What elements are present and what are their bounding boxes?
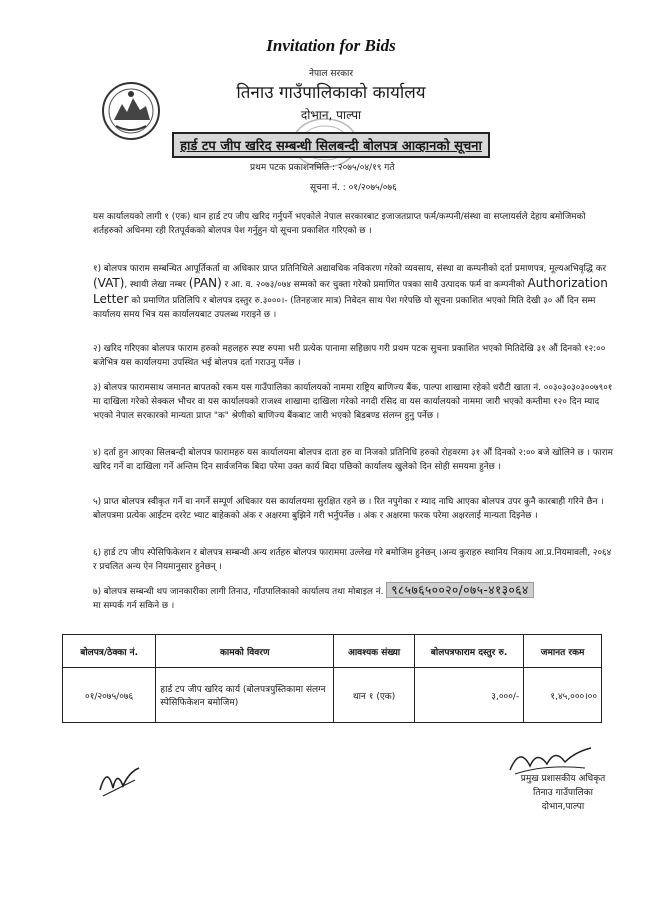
signatory-office: तिनाउ गाउँपालिका bbox=[532, 788, 594, 798]
condition-5: ५) प्राप्त बोलपत्र स्वीकृत गर्ने वा नगर्ने सम्पूर्ण अधिकार यस कार्यालयमा सुरक्षित रहने छ । रित नपुगेका र म्याद नाघि आएका बोलपत्र उपर कुनै कारबाही गरिने छैन । बोलपत्रमा प्रत्येक आईटम दररेट भ्याट बाहेकको अंक र अक्षरमा बुझिने गरी भर्नुपर्नेछ । अंक र अक्षरमा फरक परेमा अक्षरलाई मान्यता दिइनेछ । bbox=[93, 497, 604, 521]
condition-4: ४) दर्ता हुन आएका सिलबन्दी बोलपत्र फारामहरु यस कार्यालयमा बोलपत्र दाता हरु वा निजको प्रतिनिधि हरुको रोहवरमा ३१ औं दिनको २:०० बजे खोलिने छ । फाराम खरिद गर्ने वा दाखिला गर्ने अन्तिम दिन सार्वजनिक बिदा परेमा उक्त कार्य बिदा पछिको कार्यालय खुलेको दिन सोही समयमा हुनेछ । bbox=[93, 448, 613, 472]
col-quantity: आवश्यक संख्या bbox=[334, 635, 415, 668]
cell-security: १,४५,०००।०० bbox=[524, 668, 602, 723]
table-row bbox=[63, 668, 602, 723]
condition-2: २) खरिद गरिएका बोलपत्र फाराम हरुको महलहरु स्पष्ट रुपमा भरी प्रत्येक पानामा सहिछाप गरी प्रथम पटक सुचना प्रकाशित भएको मितिदेखि ३१ औं दिनको १२:०० बजेभित्र यस कार्यालयमा उपस्थित भई बोलपत्र दर्ता गराउनु पर्नेछ । bbox=[93, 344, 606, 368]
cell-work: हार्ड टप जीप खरिद कार्य (बोलपत्रपुस्तिकामा संलग्न स्पेसिफिकेशन बमोजिम) bbox=[156, 668, 334, 723]
office-place: दोभान, पाल्पा bbox=[300, 108, 362, 122]
condition-6: ६) हार्ड टप जीप स्पेसिफिकेशन र बोलपत्र सम्बन्धी अन्य शर्तहरु बोलपत्र फाराममा उल्लेख गरे बमोजिम हुनेछन् ।अन्य कुराहरु स्थानिय निकाय आ.प्र.नियमावली, २०६४ र प्रचलित अन्य ऐन नियमानुसार हुनेछन् । bbox=[93, 548, 612, 572]
notice-heading: हार्ड टप जीप खरिद सम्बन्धी सिलबन्दी बोलपत्र आव्हानको सूचना bbox=[172, 132, 490, 158]
col-work-description: कामको विवरण bbox=[156, 635, 334, 668]
table-header-row bbox=[63, 635, 602, 668]
cell-quantity: थान १ (एक) bbox=[334, 668, 415, 723]
signature-block bbox=[498, 772, 628, 814]
condition-7: ७) बोलपत्र सम्बन्धी थप जानकारीका लागी तिनाउ, गाँउपालिकाको कार्यालय तथा मोबाइल नं. ९८५७६५००२०/०७५-४१३०६४ मा सम्पर्क गर्न सकिने छ । bbox=[93, 582, 613, 613]
authorization-letter-label: Authorization Letter bbox=[93, 276, 608, 306]
vat-label: (VAT) bbox=[93, 276, 125, 290]
pan-label: (PAN) bbox=[188, 276, 222, 290]
signatory-place: दोभान,पाल्पा bbox=[541, 802, 585, 812]
col-security-amount: जमानत रकम bbox=[524, 635, 602, 668]
condition-3: ३) बोलपत्र फारामसाथ जमानत बापतको रकम यस गाउँपालिका कार्यालयको नाममा राष्ट्रिय बाणिज्य बैंक, पाल्पा शाखामा रहेको धरौटी खाता नं. ००३०३०३०३००७९०१ मा दाखिला गरेको सेक्कल भौचर वा यस कार्यालयको राजश्व शाखामा दाखिला गरेको नगदी रसिद वा यस कार्यालयको नाममा जारी भएको कम्तीमा १२० दिन म्याद भएको नेपाल सरकारको मान्यता प्राप्त "क" श्रेणीको बाणिज्य बैंकबाट जारी भएको बिडबण्ड संलग्न हुनु पर्नेछ । bbox=[93, 383, 613, 421]
col-contract-no: बोलपत्र/ठेक्का नं. bbox=[63, 635, 156, 668]
cell-fee: ३,०००/- bbox=[414, 668, 523, 723]
document-title: Invitation for Bids bbox=[266, 36, 396, 55]
contact-phone: ९८५७६५००२०/०७५-४१३०६४ bbox=[386, 582, 533, 598]
government-label: नेपाल सरकार bbox=[308, 69, 354, 79]
intro-paragraph: यस कार्यालयको लागी १ (एक) थान हार्ड टप जीप खरिद गर्नुपर्ने भएकोले नेपाल सरकारबाट इजाजतप्राप्त फर्म/कम्पनी/संस्था वा सप्लायर्सले देहाय बमोजिमको शर्तहरुको अधिनमा रही रितपूर्वकको बोलपत्र पेश गर्नुहुन यो सूचना प्रकाशित गरिएको छ । bbox=[93, 212, 586, 236]
col-form-fee: बोलपत्रफाराम दस्तुर रु. bbox=[414, 635, 523, 668]
initials-scribble-icon bbox=[95, 760, 145, 800]
condition-1: १) बोलपत्र फाराम सम्बन्धित आपूर्तिकर्ता वा अधिकार प्राप्त प्रतिनिधिले अद्यावधिक नविकरण गरेको व्यवसाय, संस्था वा कम्पनीको दर्ता प्रमाणपत्र, मूल्यअभिवृद्धि कर (VAT), स्थायी लेखा नम्बर (PAN) र आ. व. २०७३/०७४ सम्मको कर चुक्ता गरेको प्रमाणित पत्रका साथै उत्पादक फर्म वा कम्पनीको Authorization Letter को प्रमाणित प्रतिलिपि र बोलपत्र दस्तुर रु.३०००।- (तिनहजार मात्र) निवेदन साथ पेश गरेपछि यो सूचना प्रकाशित भएको मिति देखी ३० औं दिन सम्म कार्यालय समय भित्र यस कार्यालयबाट उपलब्ध गराइने छ । bbox=[93, 264, 608, 320]
publication-date: प्रथम पटक प्रकाशनमिति : २०७५/०४/१९ गते bbox=[250, 163, 395, 173]
cell-contract-no: ०१/२०७५/०७६ bbox=[63, 668, 156, 723]
notice-number: सूचना नं. : ०१/२०७५/०७६ bbox=[310, 183, 397, 193]
bid-table bbox=[62, 634, 602, 723]
office-name: तिनाउ गाउँपालिकाको कार्यालय bbox=[236, 83, 426, 103]
signatory-title: प्रमुख प्रशासकीय अधिकृत bbox=[520, 774, 606, 784]
